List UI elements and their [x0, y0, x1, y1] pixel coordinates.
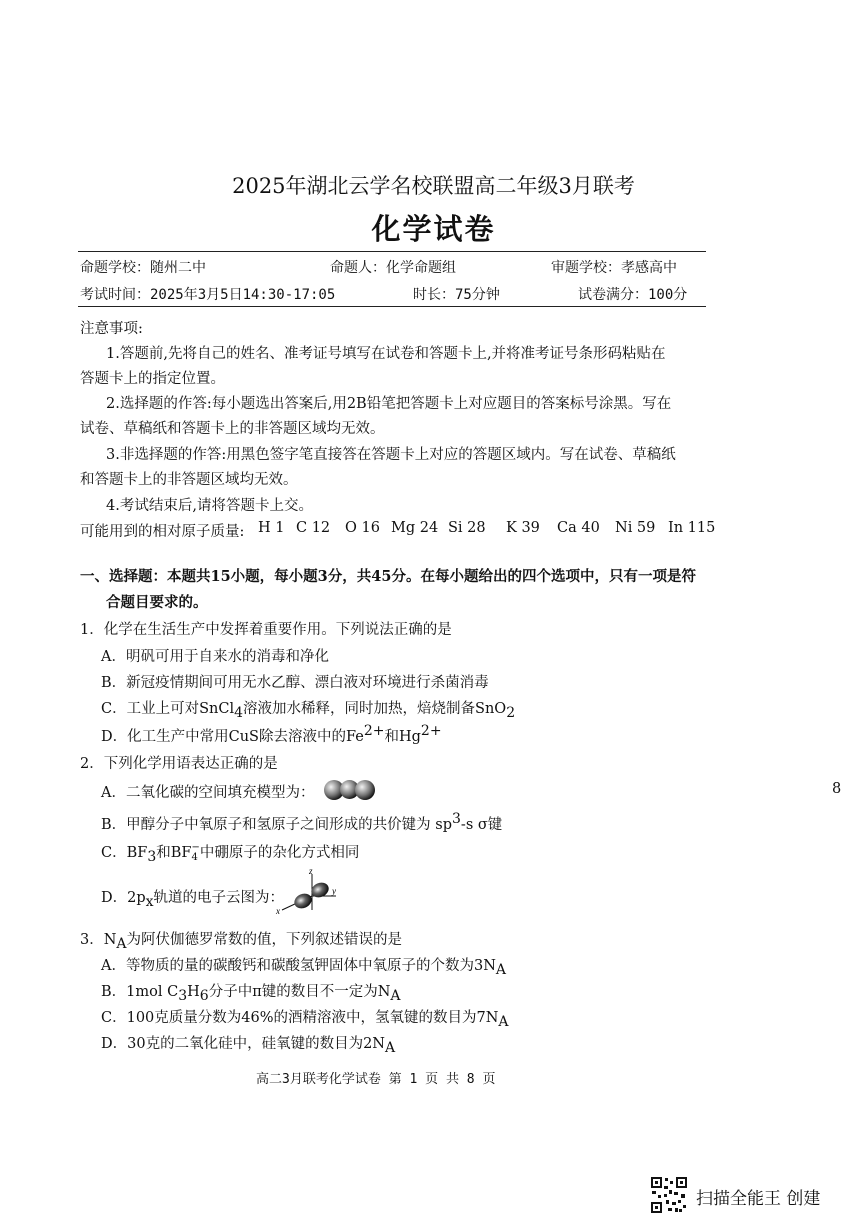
- atomic-mass-Ca: Ca 40: [557, 520, 600, 536]
- qr-code-icon: [650, 1176, 688, 1214]
- q1-option-a: A．明矾可用于自来水的消毒和净化: [101, 649, 329, 665]
- z-axis-label: z: [309, 866, 313, 876]
- q3-option-c: C．100克质量分数为46%的酒精溶液中，氢氧键的数目为$7N_A$: [101, 1010, 509, 1030]
- q1-option-b: B．新冠疫情期间可用无水乙醇、漂白液对环境进行杀菌消毒: [101, 675, 489, 691]
- side-page-mark: 8: [832, 781, 842, 797]
- q2-option-b: B．甲醇分子中氧原子和氢原子之间形成的共价键为 $sp^3-s$ σ键: [101, 811, 503, 833]
- q1-option-d: D．化工生产中常用CuS除去溶液中的$Fe^{2+}$和$Hg^{2+}$: [101, 723, 442, 745]
- q2-option-d: D．$2p_x$轨道的电子云图为：: [101, 890, 285, 910]
- meta-time: 考试时间：2025年3月5日14:30-17:05: [80, 287, 336, 303]
- meta-reviewer: 审题学校：孝感高中: [551, 260, 677, 276]
- notice-item-2-cont: 试卷、草稿纸和答题卡上的非答题区域均无效。: [80, 421, 385, 437]
- q2-option-c: C．$BF_3$和BF − 4 中硼原子的杂化方式相同: [101, 842, 360, 865]
- y-axis-label: y: [332, 886, 336, 896]
- header-rule-bottom: [78, 306, 706, 307]
- q1-stem: 1．化学在生活生产中发挥着重要作用。下列说法正确的是: [80, 622, 452, 638]
- notice-item-2: 2.选择题的作答:每小题选出答案后,用2B铅笔把答题卡上对应题目的答案标号涂黑。写在: [106, 396, 672, 412]
- meta-school: 命题学校：随州二中: [80, 260, 206, 276]
- q2-stem: 2．下列化学用语表达正确的是: [80, 756, 278, 772]
- header-rule-top: [78, 251, 706, 252]
- atomic-mass-H: H 1: [258, 520, 285, 536]
- atomic-mass-Mg: Mg 24: [391, 520, 439, 536]
- q3-option-a: A．等物质的量的碳酸钙和碳酸氢钾固体中氧原子的个数为$3N_A$: [101, 958, 507, 978]
- notice-heading: 注意事项:: [80, 321, 143, 337]
- q3-option-b: B．1mol $C_3H_6$分子中π键的数目不一定为$N_A$: [101, 984, 401, 1004]
- atomic-mass-O: O 16: [345, 520, 380, 536]
- notice-item-4: 4.考试结束后,请将答题卡上交。: [106, 498, 313, 514]
- q1-option-c: C．工业上可对SnCl$_4$溶液加水稀释，同时加热，焙烧制备SnO$_2$: [101, 701, 516, 721]
- meta-author: 命题人：化学命题组: [330, 260, 456, 276]
- subject-title: 化学试卷: [371, 212, 496, 246]
- meta-full-score: 试卷满分：100分: [578, 287, 688, 303]
- atomic-mass-Si: Si 28: [448, 520, 486, 536]
- section-heading-cont: 合题目要求的。: [106, 594, 208, 611]
- page-footer: 高二3月联考化学试卷 第 1 页 共 8 页: [256, 1072, 496, 1087]
- q3-option-d: D．30克的二氧化硅中，硅氧键的数目为$2N_A$: [101, 1036, 396, 1056]
- notice-item-1-cont: 答题卡上的指定位置。: [80, 371, 225, 387]
- 2px-orbital-electron-cloud-diagram: [268, 866, 340, 916]
- q2-option-a: A．二氧化碳的空间填充模型为：: [101, 785, 315, 801]
- scanner-brand-watermark: 扫描全能王 创建: [696, 1189, 821, 1209]
- notice-item-1: 1.答题前,先将自己的姓名、准考证号填写在试卷和答题卡上,并将准考证号条形码粘贴在: [106, 346, 666, 362]
- atomic-mass-K: K 39: [506, 520, 540, 536]
- atomic-mass-C: C 12: [296, 520, 331, 536]
- atomic-mass-label: 可能用到的相对原子质量:: [80, 524, 245, 540]
- q3-stem: 3．$N_A$为阿伏伽德罗常数的值，下列叙述错误的是: [80, 932, 403, 952]
- section-heading: 一、选择题：本题共15小题，每小题3分，共45分。在每小题给出的四个选项中，只有一项是符: [80, 568, 696, 585]
- x-axis-label: x: [276, 906, 280, 916]
- meta-duration: 时长：75分钟: [413, 287, 500, 303]
- oxygen-atom-ball: [355, 780, 375, 800]
- notice-item-3-cont: 和答题卡上的非答题区域均无效。: [80, 472, 298, 488]
- exam-title: 2025年湖北云学名校联盟高二年级3月联考: [232, 174, 635, 198]
- atomic-mass-In: In 115: [668, 520, 716, 536]
- atomic-mass-Ni: Ni 59: [615, 520, 656, 536]
- notice-item-3: 3.非选择题的作答:用黑色签字笔直接答在答题卡上对应的答题区域内。写在试卷、草稿纸: [106, 447, 676, 463]
